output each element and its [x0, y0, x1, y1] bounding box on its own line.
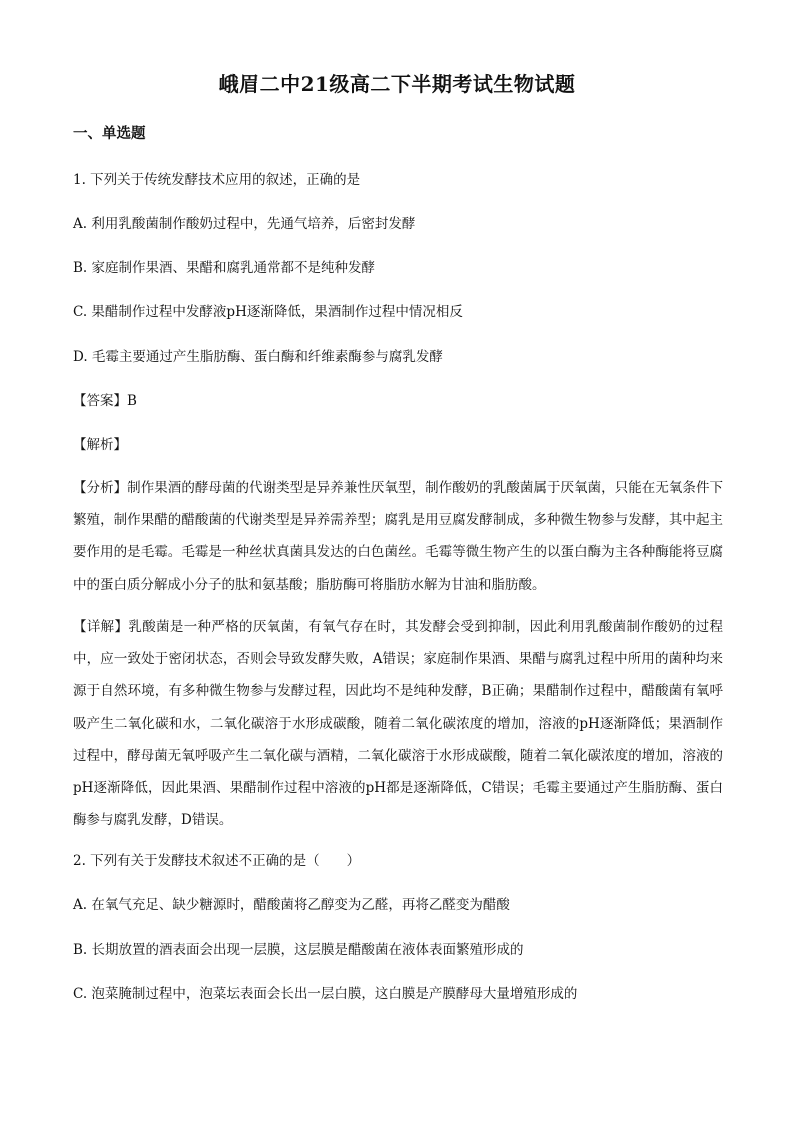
question-2-option-b: B. 长期放置的酒表面会出现一层膜，这层膜是醋酸菌在液体表面繁殖形成的 — [73, 942, 524, 958]
analysis-fenxi-paragraph — [73, 472, 723, 601]
question-1-option-c: C. 果醋制作过程中发酵液pH逐渐降低，果酒制作过程中情况相反 — [73, 304, 463, 320]
xiangjie-text: 乳酸菌是一种严格的厌氧菌，有氧气存在时，其发酵会受到抑制，因此利用乳酸菌制作酸奶的过程中，应一致处于密闭状态，否则会导致发酵失败，A错误；家庭制作果酒、果醋与腐乳过程中所用的菌种均来源于自然环境，有多种微生物参与发酵过程，因此均不是纯种发酵，B正确；果醋制作过程中，醋酸菌有氧呼吸产生二氧化碳和水，二氧化碳溶于水形成碳酸，随着二氧化碳浓度的增加，溶液的pH逐渐降低；果酒制作过程中，酵母菌无氧呼吸产生二氧化碳与酒精，二氧化碳溶于水形成碳酸，随着二氧化碳浓度的增加，溶液的pH逐渐降低，因此果酒、果醋制作过程中溶液的pH都是逐渐降低，C错误；毛霉主要通过产生脂肪酶、蛋白酶参与腐乳发酵，D错误。 — [73, 619, 724, 829]
question-2-option-c: C. 泡菜腌制过程中，泡菜坛表面会长出一层白膜，这白膜是产膜酵母大量增殖形成的 — [73, 986, 578, 1002]
analysis-label: 【解析】 — [73, 437, 127, 453]
question-1-option-b: B. 家庭制作果酒、果醋和腐乳通常都不是纯种发酵 — [73, 260, 376, 276]
document-title: 峨眉二中21级高二下半期考试生物试题 — [218, 72, 576, 96]
answer-label: 【答案】 — [73, 393, 127, 409]
question-1-option-a: A. 利用乳酸菌制作酸奶过程中，先通气培养，后密封发酵 — [73, 216, 416, 232]
analysis-xiangjie-paragraph — [73, 611, 723, 836]
question-2-stem: 2. 下列有关于发酵技术叙述不正确的是（ ） — [73, 853, 361, 869]
answer-value: B — [127, 393, 137, 409]
fenxi-text: 制作果酒的酵母菌的代谢类型是异养兼性厌氧型，制作酸奶的乳酸菌属于厌氧菌，只能在无氧条件下繁殖，制作果醋的醋酸菌的代谢类型是异养需养型；腐乳是用豆腐发酵制成，多种微生物参与发酵，其中起主要作用的是毛霉。毛霉是一种丝状真菌具发达的白色菌丝。毛霉等微生物产生的以蛋白酶为主各种酶能将豆腐中的蛋白质分解成小分子的肽和氨基酸；脂肪酶可将脂肪水解为甘油和脂肪酸。 — [73, 480, 724, 593]
question-1-option-d: D. 毛霉主要通过产生脂肪酶、蛋白酶和纤维素酶参与腐乳发酵 — [73, 349, 443, 365]
xiangjie-label: 【详解】 — [73, 619, 129, 635]
fenxi-label: 【分析】 — [73, 480, 128, 496]
answer-line — [73, 389, 137, 409]
section-heading: 一、单选题 — [73, 125, 146, 142]
question-1-stem: 1. 下列关于传统发酵技术应用的叙述，正确的是 — [73, 172, 361, 188]
question-2-option-a: A. 在氧气充足、缺少糖源时，醋酸菌将乙醇变为乙醛，再将乙醛变为醋酸 — [73, 897, 510, 913]
